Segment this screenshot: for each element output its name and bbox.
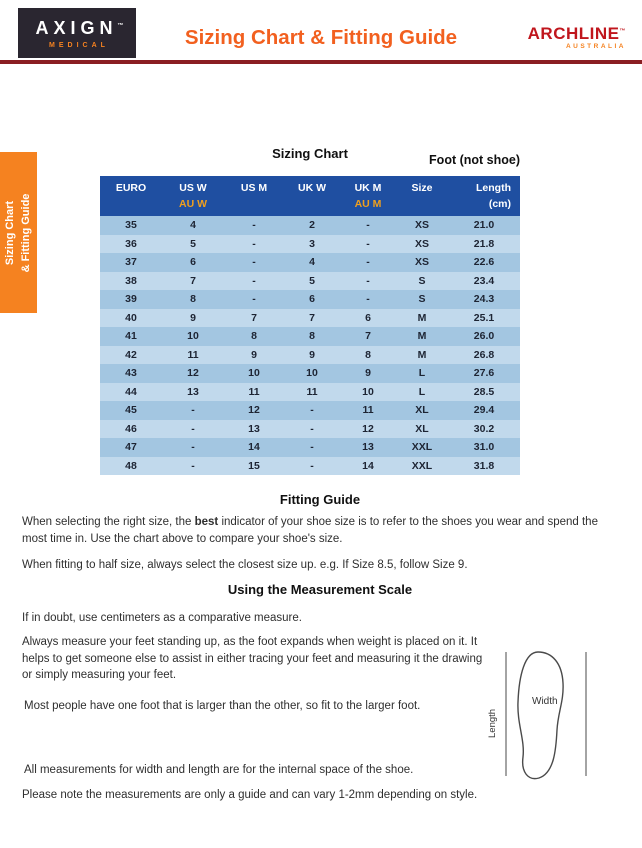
table-row [100,457,520,476]
table-cell: 46 [100,420,162,439]
table-cell: L [396,364,448,383]
sizing-table [100,176,520,475]
table-cell: 30.2 [448,420,520,439]
column-header-usw [162,176,224,216]
table-cell: 3 [284,235,340,254]
table-cell: 43 [100,364,162,383]
column-header-length [448,176,520,216]
axign-logo-text: AXIGN [35,17,118,38]
side-tab-line1: Sizing Chart [3,200,16,265]
archline-logo [528,24,626,50]
header-divider [0,60,642,64]
table-row [100,346,520,365]
table-cell: 21.8 [448,235,520,254]
table-cell: 21.0 [448,216,520,235]
sizing-table-body [100,216,520,475]
column-header-usm: US M [224,176,284,216]
table-cell: 47 [100,438,162,457]
table-cell: 44 [100,383,162,402]
table-cell: 40 [100,309,162,328]
table-cell: - [340,216,396,235]
table-row [100,383,520,402]
table-cell: 6 [340,309,396,328]
column-header-ukm [340,176,396,216]
table-cell: 22.6 [448,253,520,272]
header-row [100,176,520,216]
foot-measurement-diagram [486,646,598,788]
length-label: Length [476,182,511,194]
table-cell: XXL [396,438,448,457]
side-tab [0,152,37,313]
table-cell: 26.8 [448,346,520,365]
table-cell: - [284,420,340,439]
table-cell: 10 [162,327,224,346]
table-cell: - [284,457,340,476]
table-cell: - [162,438,224,457]
table-cell: 11 [340,401,396,420]
table-cell: 11 [162,346,224,365]
table-cell: 14 [340,457,396,476]
table-cell: 27.6 [448,364,520,383]
table-cell: 48 [100,457,162,476]
table-cell: 29.4 [448,401,520,420]
table-cell: 5 [284,272,340,291]
table-cell: 25.1 [448,309,520,328]
table-cell: 2 [284,216,340,235]
table-cell: 23.4 [448,272,520,291]
table-cell: 12 [340,420,396,439]
table-cell: 7 [224,309,284,328]
table-cell: 35 [100,216,162,235]
table-cell: 9 [162,309,224,328]
table-cell: XS [396,216,448,235]
table-row [100,420,520,439]
table-cell: 41 [100,327,162,346]
table-cell: 9 [224,346,284,365]
table-cell: XL [396,420,448,439]
side-tab-line2: & Fitting Guide [19,193,32,272]
table-row [100,272,520,291]
axign-logo-subtext: MEDICAL [49,41,109,49]
table-row [100,216,520,235]
axign-logo-name [30,18,123,39]
ukm-label: UK M [354,182,382,194]
table-cell: XS [396,235,448,254]
table-cell: 13 [224,420,284,439]
table-cell: 28.5 [448,383,520,402]
table-row [100,290,520,309]
table-cell: 13 [162,383,224,402]
table-cell: - [162,401,224,420]
paragraph-text: indicator of your shoe size is to refer to the shoes you wear and spend the most time in. Use the chart above to compare your shoe's size. [22,516,598,545]
table-cell: 8 [340,346,396,365]
table-row [100,401,520,420]
table-cell: 10 [224,364,284,383]
table-cell: 8 [224,327,284,346]
table-cell: - [340,253,396,272]
table-cell: - [224,253,284,272]
table-cell: - [284,401,340,420]
table-cell: 45 [100,401,162,420]
table-cell: 9 [284,346,340,365]
table-cell: 4 [284,253,340,272]
table-cell: XS [396,253,448,272]
column-header-ukw: UK W [284,176,340,216]
table-cell: 7 [162,272,224,291]
table-cell: XL [396,401,448,420]
table-cell: - [162,420,224,439]
table-cell: 12 [224,401,284,420]
usw-label: US W [179,182,207,194]
measurement-paragraph-1: If in doubt, use centimeters as a comparative measure. [22,612,302,624]
table-cell: 4 [162,216,224,235]
table-row [100,309,520,328]
table-cell: M [396,309,448,328]
side-tab-label [3,193,35,272]
foot-outline-icon [518,652,563,779]
table-cell: 31.8 [448,457,520,476]
table-cell: 24.3 [448,290,520,309]
measurement-paragraph-2: Always measure your feet standing up, as the foot expands when weight is placed on it. It helps to get someone else to assist in either tracing your feet and measuring it the drawing or simply measuring your feet. [22,636,483,682]
table-cell: 8 [284,327,340,346]
table-cell: - [284,438,340,457]
table-cell: M [396,346,448,365]
table-cell: 6 [284,290,340,309]
table-cell: 38 [100,272,162,291]
fitting-guide-title: Fitting Guide [279,492,361,507]
table-row [100,235,520,254]
width-label: Width [532,696,558,707]
table-cell: 37 [100,253,162,272]
fitting-guide-paragraph-2: When fitting to half size, always select the closest size up. e.g. If Size 8.5, follow Size 9. [22,559,468,571]
measurement-paragraph-3: Most people have one foot that is larger than the other, so fit to the larger foot. [24,700,421,712]
table-cell: - [224,290,284,309]
table-cell: - [162,457,224,476]
sizing-table-header [100,176,520,216]
table-cell: 12 [162,364,224,383]
archline-logo-name [528,24,626,44]
table-cell: L [396,383,448,402]
axign-trademark: ™ [117,22,124,29]
length-label: Length [487,708,498,738]
column-header-euro: EURO [100,176,162,216]
table-cell: S [396,272,448,291]
table-cell: 10 [284,364,340,383]
table-cell: 42 [100,346,162,365]
table-cell: 9 [340,364,396,383]
measurement-paragraph-5: Please note the measurements are only a guide and can vary 1-2mm depending on style. [22,789,478,801]
table-cell: 36 [100,235,162,254]
cm-label: (cm) [488,198,511,210]
table-cell: 7 [340,327,396,346]
column-header-size: Size [396,176,448,216]
table-cell: 5 [162,235,224,254]
table-row [100,253,520,272]
archline-logo-subtext: AUSTRALIA [565,43,626,50]
table-cell: 6 [162,253,224,272]
table-cell: 39 [100,290,162,309]
table-cell: 26.0 [448,327,520,346]
measurement-paragraph-4: All measurements for width and length are for the internal space of the shoe. [24,764,414,776]
fitting-guide-paragraph-1 [22,514,624,547]
table-row [100,438,520,457]
measurement-scale-title: Using the Measurement Scale [227,582,413,597]
table-cell: - [340,272,396,291]
archline-trademark: ™ [619,28,626,35]
paragraph-text: When selecting the right size, the [22,516,195,528]
table-cell: XXL [396,457,448,476]
table-cell: 7 [284,309,340,328]
table-cell: - [340,290,396,309]
table-cell: - [340,235,396,254]
auw-label: AU W [179,198,207,210]
aum-label: AU M [354,198,382,210]
table-cell: 13 [340,438,396,457]
table-cell: 31.0 [448,438,520,457]
table-row [100,327,520,346]
bold-text: best [194,516,219,528]
table-cell: 14 [224,438,284,457]
archline-logo-text: ARCHLINE [527,24,620,43]
table-cell: - [224,272,284,291]
table-cell: - [224,235,284,254]
table-cell: 15 [224,457,284,476]
table-cell: 8 [162,290,224,309]
page-title: Sizing Chart & Fitting Guide [184,26,458,49]
foot-not-shoe-note: Foot (not shoe) [429,153,520,167]
table-cell: M [396,327,448,346]
table-cell: S [396,290,448,309]
table-cell: 11 [284,383,340,402]
table-cell: 10 [340,383,396,402]
table-row [100,364,520,383]
table-cell: - [224,216,284,235]
sizing-chart-title: Sizing Chart [272,146,348,161]
table-cell: 11 [224,383,284,402]
axign-logo [18,8,136,58]
